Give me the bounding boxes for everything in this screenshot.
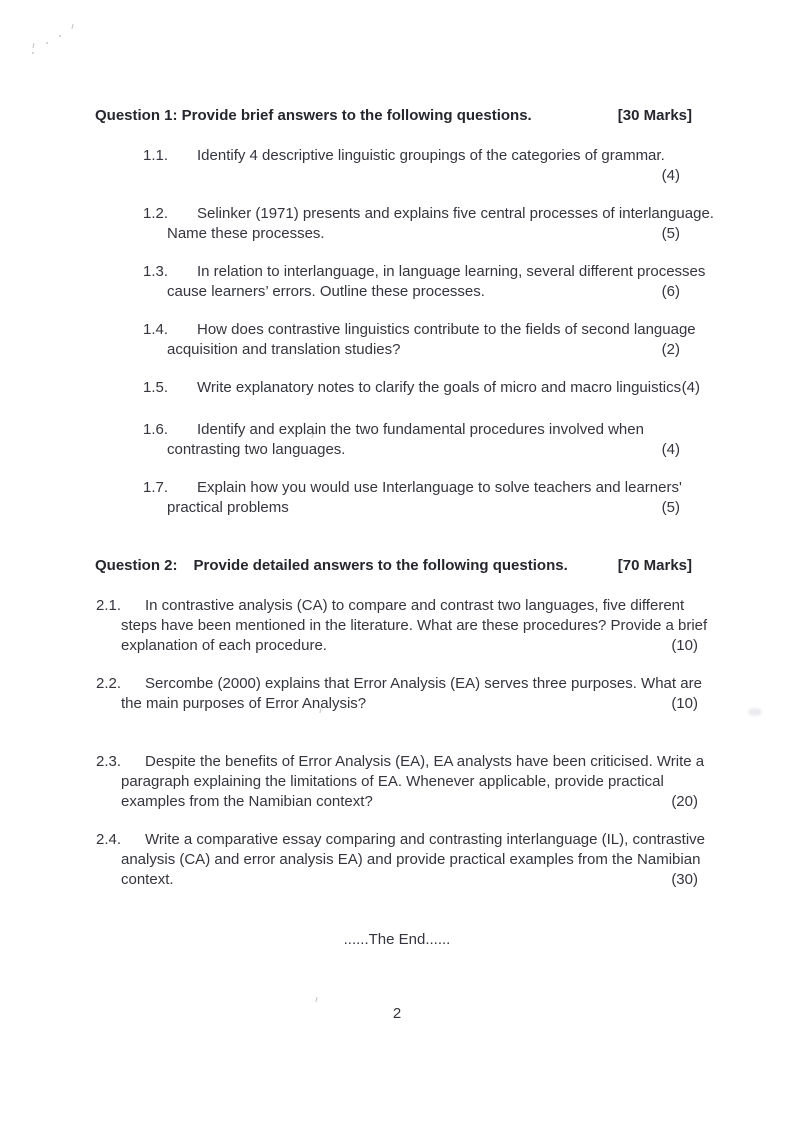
item-line	[121, 694, 698, 714]
item-number: 2.3.	[96, 753, 122, 770]
item-line-text: Write explanatory notes to clarify the goals of micro and macro linguistics	[197, 379, 682, 396]
item-line	[121, 636, 698, 656]
item-line-text: explanation of each procedure.	[121, 637, 327, 654]
question2-label: Question 2:	[95, 557, 178, 574]
item-line	[121, 616, 708, 636]
question2-instruction: Provide detailed answers to the following questions.	[193, 557, 568, 574]
page-number: 2	[392, 1005, 402, 1022]
item-line	[121, 792, 698, 812]
item-line-text: Write a comparative essay comparing and contrasting interlanguage (IL), contrastive	[145, 831, 706, 848]
question2-heading	[95, 556, 692, 576]
item-marks: (5)	[661, 499, 680, 516]
item-line-text: context.	[121, 871, 174, 888]
item-marks: (10)	[671, 695, 698, 712]
item-line	[167, 498, 700, 518]
item-line-text: Sercombe (2000) explains that Error Analysis (EA) serves three purposes. What are	[145, 675, 702, 692]
item-line-text: In contrastive analysis (CA) to compare and contrast two languages, five different	[145, 597, 685, 614]
item-marks: (5)	[661, 225, 680, 242]
item-line	[167, 262, 706, 282]
item-line-text: Selinker (1971) presents and explains five central processes of interlanguage.	[197, 205, 714, 222]
item-line-text: Identify 4 descriptive linguistic groupings of the categories of grammar.	[197, 147, 665, 164]
item-number: 1.7.	[143, 479, 169, 496]
item-marks: (20)	[671, 793, 698, 810]
question-item-2-3	[96, 752, 705, 812]
item-line	[167, 282, 700, 302]
item-line	[167, 320, 700, 340]
item-line	[167, 224, 700, 244]
item-marks: (2)	[661, 341, 680, 358]
question-item-1-5	[143, 378, 700, 398]
item-marks: (4)	[681, 379, 700, 396]
item-line-text: steps have been mentioned in the literature. What are these procedures? Provide a brief	[121, 617, 708, 634]
question-item-2-4	[96, 830, 706, 890]
item-number: 1.5.	[143, 379, 169, 396]
item-line-text: paragraph explaining the limitations of EA. Whenever applicable, provide practical	[121, 773, 664, 790]
item-line	[121, 752, 705, 772]
item-line-text: practical problems	[167, 499, 289, 516]
item-marks: (30)	[671, 871, 698, 888]
item-number: 1.4.	[143, 321, 169, 338]
item-number: 1.3.	[143, 263, 169, 280]
scan-speck	[32, 52, 34, 54]
item-marks: (10)	[671, 637, 698, 654]
question1-heading-marks: [30 Marks]	[617, 107, 692, 124]
item-line	[121, 870, 698, 890]
item-line-text: the main purposes of Error Analysis?	[121, 695, 367, 712]
item-line-text: examples from the Namibian context?	[121, 793, 373, 810]
item-number: 1.2.	[143, 205, 169, 222]
question-item-2-2	[96, 674, 702, 714]
question-item-1-7	[143, 478, 700, 518]
item-line	[167, 146, 700, 166]
question-item-1-6	[143, 420, 700, 460]
item-line-text: Identify and explain the two fundamental procedures involved when	[197, 421, 644, 438]
item-line	[167, 340, 700, 360]
item-number: 2.1.	[96, 597, 122, 614]
item-line-text: acquisition and translation studies?	[167, 341, 401, 358]
scan-speck	[46, 42, 48, 44]
end-of-paper-text: ......The End......	[343, 931, 451, 948]
item-number: 2.2.	[96, 675, 122, 692]
item-line-text: analysis (CA) and error analysis EA) and provide practical examples from the Namibian	[121, 851, 701, 868]
item-line	[167, 440, 700, 460]
item-line	[121, 772, 698, 792]
scan-speck	[59, 35, 61, 37]
item-line-text: Despite the benefits of Error Analysis (EA), EA analysts have been criticised. Write a	[145, 753, 705, 770]
question-item-1-1	[143, 146, 700, 186]
item-line	[121, 830, 706, 850]
question-item-1-2	[143, 204, 714, 244]
item-line	[167, 166, 700, 186]
item-line	[121, 596, 698, 616]
question2-heading-text	[95, 556, 568, 576]
question1-heading	[95, 106, 692, 126]
question-item-1-4	[143, 320, 700, 360]
item-number: 1.1.	[143, 147, 169, 164]
question-item-2-1	[96, 596, 708, 656]
item-number: 1.6.	[143, 421, 169, 438]
item-marks: (6)	[661, 283, 680, 300]
item-marks: (4)	[661, 167, 680, 184]
item-line	[167, 204, 714, 224]
item-line	[121, 850, 701, 870]
item-line-text: How does contrastive linguistics contribute to the fields of second language	[197, 321, 696, 338]
item-line-text: cause learners’ errors. Outline these processes.	[167, 283, 485, 300]
item-number: 2.4.	[96, 831, 122, 848]
item-line	[167, 420, 700, 440]
question2-heading-marks: [70 Marks]	[617, 557, 692, 574]
item-line	[121, 674, 702, 694]
item-line-text: In relation to interlanguage, in language learning, several different processes	[197, 263, 706, 280]
item-line-text: contrasting two languages.	[167, 441, 346, 458]
item-line	[167, 378, 700, 398]
question1-heading-text: Question 1: Provide brief answers to the following questions.	[95, 107, 532, 124]
item-line	[167, 478, 700, 498]
item-line-text: Name these processes.	[167, 225, 325, 242]
scan-smudge	[748, 708, 762, 716]
item-line-text: Explain how you would use Interlanguage to solve teachers and learners'	[197, 479, 682, 496]
question-item-1-3	[143, 262, 706, 302]
item-marks: (4)	[661, 441, 680, 458]
